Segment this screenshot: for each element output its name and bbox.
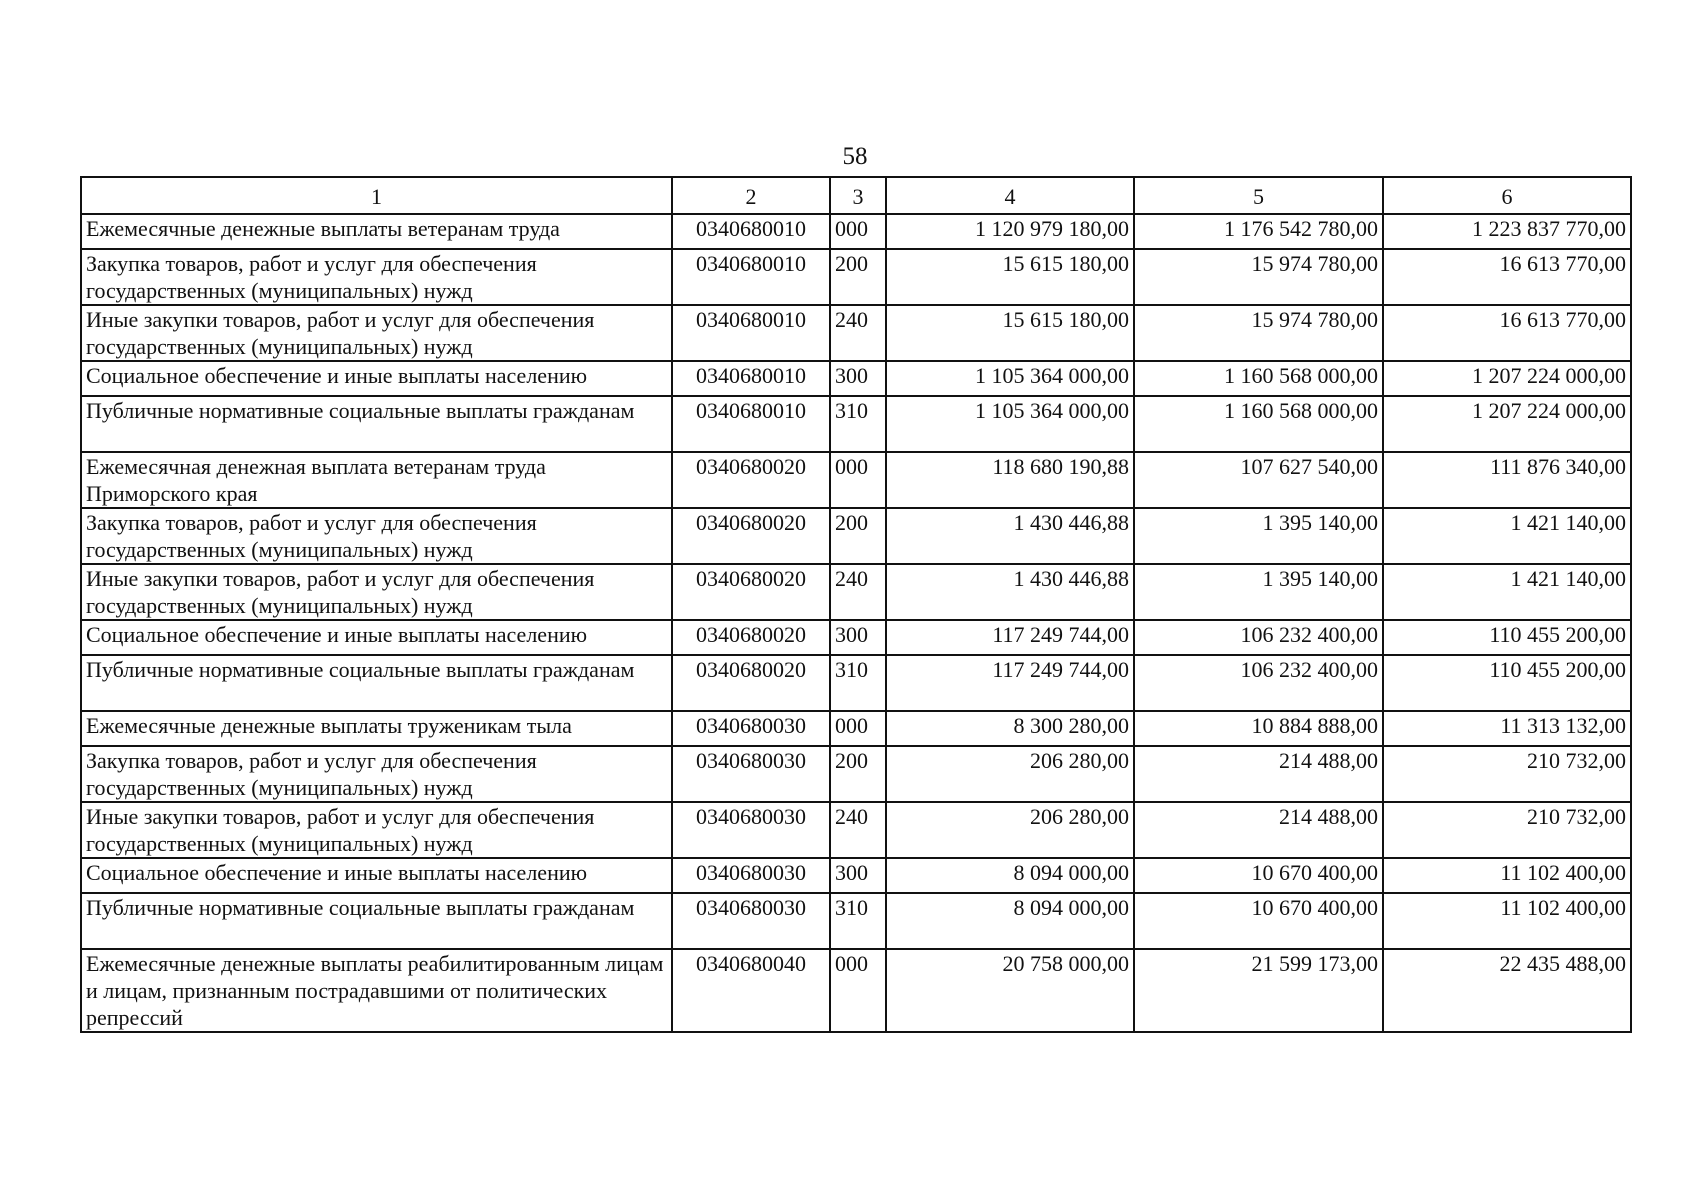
table-row bbox=[81, 305, 1631, 361]
table-row bbox=[81, 396, 1631, 452]
table-row bbox=[81, 564, 1631, 620]
row-name: Социальное обеспечение и иные выплаты населению bbox=[81, 620, 672, 655]
row-code: 0340680020 bbox=[672, 508, 830, 564]
row-amount-6: 1 223 837 770,00 bbox=[1383, 214, 1631, 249]
row-amount-4: 1 105 364 000,00 bbox=[886, 361, 1134, 396]
row-amount-6: 1 207 224 000,00 bbox=[1383, 361, 1631, 396]
row-amount-5: 10 670 400,00 bbox=[1134, 858, 1383, 893]
row-amount-4: 206 280,00 bbox=[886, 746, 1134, 802]
row-amount-6: 22 435 488,00 bbox=[1383, 949, 1631, 1032]
table-row bbox=[81, 249, 1631, 305]
row-name: Социальное обеспечение и иные выплаты населению bbox=[81, 858, 672, 893]
row-name: Иные закупки товаров, работ и услуг для обеспечения государственных (муниципальных) нужд bbox=[81, 305, 672, 361]
row-name: Закупка товаров, работ и услуг для обеспечения государственных (муниципальных) нужд bbox=[81, 249, 672, 305]
header-cell: 4 bbox=[886, 177, 1134, 214]
row-code: 0340680020 bbox=[672, 620, 830, 655]
row-amount-6: 111 876 340,00 bbox=[1383, 452, 1631, 508]
row-amount-6: 11 102 400,00 bbox=[1383, 893, 1631, 949]
row-amount-5: 1 395 140,00 bbox=[1134, 508, 1383, 564]
row-code: 0340680030 bbox=[672, 746, 830, 802]
row-amount-6: 110 455 200,00 bbox=[1383, 620, 1631, 655]
row-name: Иные закупки товаров, работ и услуг для обеспечения государственных (муниципальных) нужд bbox=[81, 802, 672, 858]
row-amount-4: 8 300 280,00 bbox=[886, 711, 1134, 746]
row-amount-4: 1 120 979 180,00 bbox=[886, 214, 1134, 249]
table-row bbox=[81, 893, 1631, 949]
row-type: 240 bbox=[830, 802, 886, 858]
row-code: 0340680020 bbox=[672, 655, 830, 711]
row-name: Социальное обеспечение и иные выплаты населению bbox=[81, 361, 672, 396]
row-type: 000 bbox=[830, 214, 886, 249]
row-amount-5: 10 670 400,00 bbox=[1134, 893, 1383, 949]
row-type: 000 bbox=[830, 452, 886, 508]
row-code: 0340680030 bbox=[672, 711, 830, 746]
header-cell: 1 bbox=[81, 177, 672, 214]
row-name: Ежемесячные денежные выплаты реабилитированным лицам и лицам, признанным пострадавшими от политических репрессий bbox=[81, 949, 672, 1032]
row-type: 300 bbox=[830, 858, 886, 893]
row-code: 0340680010 bbox=[672, 214, 830, 249]
row-amount-5: 15 974 780,00 bbox=[1134, 249, 1383, 305]
budget-table bbox=[80, 176, 1632, 1033]
row-amount-5: 1 160 568 000,00 bbox=[1134, 396, 1383, 452]
row-amount-6: 210 732,00 bbox=[1383, 802, 1631, 858]
table-row bbox=[81, 802, 1631, 858]
row-amount-6: 210 732,00 bbox=[1383, 746, 1631, 802]
row-type: 000 bbox=[830, 949, 886, 1032]
row-amount-6: 16 613 770,00 bbox=[1383, 305, 1631, 361]
row-code: 0340680020 bbox=[672, 564, 830, 620]
row-name: Иные закупки товаров, работ и услуг для обеспечения государственных (муниципальных) нужд bbox=[81, 564, 672, 620]
row-amount-5: 1 160 568 000,00 bbox=[1134, 361, 1383, 396]
row-type: 310 bbox=[830, 893, 886, 949]
row-code: 0340680010 bbox=[672, 396, 830, 452]
table-row bbox=[81, 214, 1631, 249]
row-code: 0340680030 bbox=[672, 893, 830, 949]
row-name: Закупка товаров, работ и услуг для обеспечения государственных (муниципальных) нужд bbox=[81, 508, 672, 564]
page-number: 58 bbox=[842, 143, 868, 170]
row-type: 300 bbox=[830, 361, 886, 396]
table-row bbox=[81, 620, 1631, 655]
header-cell: 2 bbox=[672, 177, 830, 214]
row-amount-5: 106 232 400,00 bbox=[1134, 620, 1383, 655]
table-row bbox=[81, 949, 1631, 1032]
table-row bbox=[81, 655, 1631, 711]
row-amount-5: 106 232 400,00 bbox=[1134, 655, 1383, 711]
row-amount-6: 11 102 400,00 bbox=[1383, 858, 1631, 893]
row-code: 0340680030 bbox=[672, 858, 830, 893]
row-amount-5: 214 488,00 bbox=[1134, 802, 1383, 858]
row-amount-6: 11 313 132,00 bbox=[1383, 711, 1631, 746]
row-type: 200 bbox=[830, 508, 886, 564]
row-amount-5: 1 395 140,00 bbox=[1134, 564, 1383, 620]
row-type: 200 bbox=[830, 746, 886, 802]
row-amount-4: 20 758 000,00 bbox=[886, 949, 1134, 1032]
row-name: Публичные нормативные социальные выплаты гражданам bbox=[81, 396, 672, 452]
row-amount-4: 118 680 190,88 bbox=[886, 452, 1134, 508]
row-amount-4: 117 249 744,00 bbox=[886, 620, 1134, 655]
row-amount-4: 1 430 446,88 bbox=[886, 508, 1134, 564]
row-code: 0340680010 bbox=[672, 361, 830, 396]
row-amount-6: 16 613 770,00 bbox=[1383, 249, 1631, 305]
row-name: Ежемесячная денежная выплата ветеранам труда Приморского края bbox=[81, 452, 672, 508]
header-cell: 6 bbox=[1383, 177, 1631, 214]
row-name: Закупка товаров, работ и услуг для обеспечения государственных (муниципальных) нужд bbox=[81, 746, 672, 802]
row-type: 300 bbox=[830, 620, 886, 655]
row-type: 000 bbox=[830, 711, 886, 746]
table-row bbox=[81, 508, 1631, 564]
row-amount-6: 110 455 200,00 bbox=[1383, 655, 1631, 711]
row-amount-5: 214 488,00 bbox=[1134, 746, 1383, 802]
row-amount-4: 117 249 744,00 bbox=[886, 655, 1134, 711]
row-type: 240 bbox=[830, 305, 886, 361]
table-header-row bbox=[81, 177, 1631, 214]
table-row bbox=[81, 361, 1631, 396]
row-name: Публичные нормативные социальные выплаты гражданам bbox=[81, 893, 672, 949]
row-amount-4: 15 615 180,00 bbox=[886, 305, 1134, 361]
header-cell: 5 bbox=[1134, 177, 1383, 214]
header-cell: 3 bbox=[830, 177, 886, 214]
row-amount-4: 206 280,00 bbox=[886, 802, 1134, 858]
row-amount-6: 1 421 140,00 bbox=[1383, 508, 1631, 564]
row-amount-6: 1 421 140,00 bbox=[1383, 564, 1631, 620]
table-row bbox=[81, 452, 1631, 508]
row-code: 0340680010 bbox=[672, 305, 830, 361]
row-amount-4: 8 094 000,00 bbox=[886, 893, 1134, 949]
row-type: 310 bbox=[830, 655, 886, 711]
row-code: 0340680040 bbox=[672, 949, 830, 1032]
row-name: Ежемесячные денежные выплаты труженикам тыла bbox=[81, 711, 672, 746]
row-code: 0340680030 bbox=[672, 802, 830, 858]
row-code: 0340680010 bbox=[672, 249, 830, 305]
table-row bbox=[81, 858, 1631, 893]
row-amount-5: 21 599 173,00 bbox=[1134, 949, 1383, 1032]
row-amount-6: 1 207 224 000,00 bbox=[1383, 396, 1631, 452]
row-type: 200 bbox=[830, 249, 886, 305]
row-name: Публичные нормативные социальные выплаты гражданам bbox=[81, 655, 672, 711]
row-type: 240 bbox=[830, 564, 886, 620]
row-amount-5: 1 176 542 780,00 bbox=[1134, 214, 1383, 249]
row-amount-4: 1 105 364 000,00 bbox=[886, 396, 1134, 452]
row-name: Ежемесячные денежные выплаты ветеранам труда bbox=[81, 214, 672, 249]
row-amount-4: 8 094 000,00 bbox=[886, 858, 1134, 893]
table-row bbox=[81, 746, 1631, 802]
row-amount-4: 15 615 180,00 bbox=[886, 249, 1134, 305]
table-row bbox=[81, 711, 1631, 746]
row-amount-5: 15 974 780,00 bbox=[1134, 305, 1383, 361]
row-amount-5: 107 627 540,00 bbox=[1134, 452, 1383, 508]
row-amount-5: 10 884 888,00 bbox=[1134, 711, 1383, 746]
row-amount-4: 1 430 446,88 bbox=[886, 564, 1134, 620]
row-code: 0340680020 bbox=[672, 452, 830, 508]
row-type: 310 bbox=[830, 396, 886, 452]
